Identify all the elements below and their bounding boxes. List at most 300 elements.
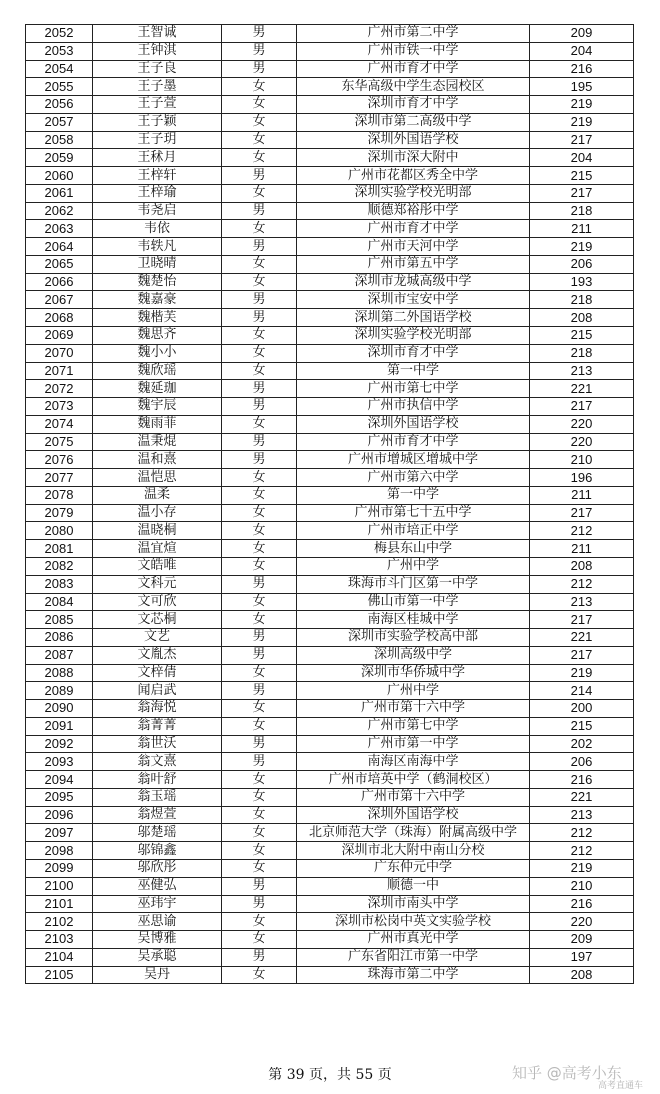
name-cell: 卫晓晴 [93, 255, 222, 273]
gender-cell: 男 [222, 877, 297, 895]
score-cell: 218 [530, 291, 634, 309]
student-id-cell: 2071 [26, 362, 93, 380]
table-row [26, 486, 634, 504]
table-row [26, 433, 634, 451]
table-row [26, 913, 634, 931]
name-cell: 温柔 [93, 486, 222, 504]
gender-cell: 男 [222, 380, 297, 398]
table-row [26, 877, 634, 895]
name-cell: 王智诚 [93, 25, 222, 43]
gender-cell: 男 [222, 309, 297, 327]
gender-cell: 女 [222, 966, 297, 984]
table-row [26, 202, 634, 220]
score-cell: 204 [530, 149, 634, 167]
gender-cell: 女 [222, 859, 297, 877]
table-row [26, 682, 634, 700]
student-id-cell: 2079 [26, 504, 93, 522]
school-cell: 顺德一中 [297, 877, 530, 895]
table-row [26, 113, 634, 131]
student-id-cell: 2070 [26, 344, 93, 362]
table-row [26, 398, 634, 416]
student-id-cell: 2068 [26, 309, 93, 327]
table-row [26, 273, 634, 291]
table-row [26, 931, 634, 949]
gender-cell: 女 [222, 913, 297, 931]
name-cell: 温恺思 [93, 469, 222, 487]
school-cell: 深圳市宝安中学 [297, 291, 530, 309]
gender-cell: 男 [222, 629, 297, 647]
score-cell: 204 [530, 42, 634, 60]
score-cell: 212 [530, 575, 634, 593]
name-cell: 魏欣瑶 [93, 362, 222, 380]
student-id-cell: 2085 [26, 611, 93, 629]
student-id-cell: 2089 [26, 682, 93, 700]
name-cell: 王秫月 [93, 149, 222, 167]
name-cell: 翁文熹 [93, 753, 222, 771]
student-id-cell: 2093 [26, 753, 93, 771]
name-cell: 王梓轩 [93, 167, 222, 185]
name-cell: 翁海悦 [93, 700, 222, 718]
name-cell: 翁世沃 [93, 735, 222, 753]
score-cell: 211 [530, 220, 634, 238]
table-row [26, 646, 634, 664]
gender-cell: 男 [222, 398, 297, 416]
student-id-cell: 2056 [26, 96, 93, 114]
gender-cell: 男 [222, 167, 297, 185]
score-cell: 206 [530, 255, 634, 273]
table-row [26, 948, 634, 966]
score-cell: 217 [530, 504, 634, 522]
name-cell: 温晓桐 [93, 522, 222, 540]
watermark: 知乎 @高考小东 [512, 1064, 622, 1082]
student-id-cell: 2062 [26, 202, 93, 220]
gender-cell: 女 [222, 415, 297, 433]
school-cell: 第一中学 [297, 362, 530, 380]
name-cell: 巫健弘 [93, 877, 222, 895]
table-row [26, 717, 634, 735]
name-cell: 邬欣彤 [93, 859, 222, 877]
table-row [26, 842, 634, 860]
table-row [26, 149, 634, 167]
name-cell: 文皓唯 [93, 557, 222, 575]
student-id-cell: 2078 [26, 486, 93, 504]
school-cell: 广州市培正中学 [297, 522, 530, 540]
student-id-cell: 2097 [26, 824, 93, 842]
table-row [26, 380, 634, 398]
gender-cell: 女 [222, 788, 297, 806]
school-cell: 广州市花都区秀全中学 [297, 167, 530, 185]
gender-cell: 男 [222, 948, 297, 966]
school-cell: 广州市第十六中学 [297, 700, 530, 718]
name-cell: 王子玥 [93, 131, 222, 149]
school-cell: 广州市真光中学 [297, 931, 530, 949]
name-cell: 温宜煊 [93, 540, 222, 558]
name-cell: 吴丹 [93, 966, 222, 984]
name-cell: 王子颖 [93, 113, 222, 131]
gender-cell: 女 [222, 842, 297, 860]
gender-cell: 女 [222, 273, 297, 291]
table-row [26, 859, 634, 877]
score-cell: 212 [530, 824, 634, 842]
school-cell: 南海区桂城中学 [297, 611, 530, 629]
score-cell: 217 [530, 131, 634, 149]
student-id-cell: 2098 [26, 842, 93, 860]
gender-cell: 女 [222, 557, 297, 575]
student-id-cell: 2075 [26, 433, 93, 451]
score-cell: 217 [530, 398, 634, 416]
score-cell: 216 [530, 895, 634, 913]
name-cell: 翁玉瑶 [93, 788, 222, 806]
gender-cell: 女 [222, 806, 297, 824]
gender-cell: 男 [222, 451, 297, 469]
table-row [26, 611, 634, 629]
school-cell: 广州市第二中学 [297, 25, 530, 43]
student-id-cell: 2076 [26, 451, 93, 469]
gender-cell: 男 [222, 42, 297, 60]
gender-cell: 男 [222, 646, 297, 664]
table-row [26, 735, 634, 753]
table-row [26, 78, 634, 96]
gender-cell: 男 [222, 735, 297, 753]
name-cell: 文芯桐 [93, 611, 222, 629]
gender-cell: 男 [222, 895, 297, 913]
table-row [26, 25, 634, 43]
gender-cell: 男 [222, 202, 297, 220]
table-row [26, 291, 634, 309]
school-cell: 深圳市南头中学 [297, 895, 530, 913]
name-cell: 魏延珈 [93, 380, 222, 398]
student-id-cell: 2094 [26, 771, 93, 789]
gender-cell: 男 [222, 575, 297, 593]
school-cell: 广州市第七中学 [297, 717, 530, 735]
student-id-cell: 2067 [26, 291, 93, 309]
school-cell: 广州市第一中学 [297, 735, 530, 753]
student-id-cell: 2082 [26, 557, 93, 575]
student-id-cell: 2105 [26, 966, 93, 984]
gender-cell: 女 [222, 717, 297, 735]
name-cell: 魏宇辰 [93, 398, 222, 416]
table-row [26, 344, 634, 362]
gender-cell: 女 [222, 149, 297, 167]
score-cell: 219 [530, 96, 634, 114]
school-cell: 梅县东山中学 [297, 540, 530, 558]
gender-cell: 女 [222, 327, 297, 345]
score-cell: 221 [530, 380, 634, 398]
student-id-cell: 2055 [26, 78, 93, 96]
table-row [26, 966, 634, 984]
name-cell: 吴承聪 [93, 948, 222, 966]
gender-cell: 女 [222, 344, 297, 362]
table-row [26, 540, 634, 558]
score-cell: 218 [530, 344, 634, 362]
name-cell: 王钟淇 [93, 42, 222, 60]
gender-cell: 女 [222, 540, 297, 558]
student-id-cell: 2053 [26, 42, 93, 60]
gender-cell: 女 [222, 255, 297, 273]
name-cell: 魏雨菲 [93, 415, 222, 433]
student-id-cell: 2103 [26, 931, 93, 949]
school-cell: 深圳市松岗中英文实验学校 [297, 913, 530, 931]
gender-cell: 女 [222, 184, 297, 202]
name-cell: 文梓倩 [93, 664, 222, 682]
student-id-cell: 2090 [26, 700, 93, 718]
school-cell: 广州中学 [297, 682, 530, 700]
score-cell: 213 [530, 593, 634, 611]
student-id-cell: 2084 [26, 593, 93, 611]
table-row [26, 522, 634, 540]
name-cell: 魏思齐 [93, 327, 222, 345]
student-id-cell: 2100 [26, 877, 93, 895]
table-row [26, 629, 634, 647]
score-cell: 211 [530, 486, 634, 504]
score-cell: 195 [530, 78, 634, 96]
gender-cell: 女 [222, 469, 297, 487]
table-row [26, 806, 634, 824]
table-row [26, 42, 634, 60]
name-cell: 吴博雅 [93, 931, 222, 949]
gender-cell: 女 [222, 78, 297, 96]
name-cell: 邬锦鑫 [93, 842, 222, 860]
table-row [26, 895, 634, 913]
score-cell: 193 [530, 273, 634, 291]
name-cell: 王梓瑜 [93, 184, 222, 202]
student-id-cell: 2088 [26, 664, 93, 682]
watermark-small: 高考直通车 [598, 1081, 644, 1091]
gender-cell: 女 [222, 931, 297, 949]
student-id-cell: 2069 [26, 327, 93, 345]
name-cell: 文可欣 [93, 593, 222, 611]
school-cell: 广东省阳江市第一中学 [297, 948, 530, 966]
gender-cell: 男 [222, 682, 297, 700]
score-cell: 217 [530, 611, 634, 629]
table-row [26, 788, 634, 806]
table-row [26, 575, 634, 593]
gender-cell: 女 [222, 700, 297, 718]
student-id-cell: 2102 [26, 913, 93, 931]
gender-cell: 男 [222, 753, 297, 771]
school-cell: 广州市第十六中学 [297, 788, 530, 806]
score-cell: 216 [530, 60, 634, 78]
name-cell: 魏小小 [93, 344, 222, 362]
gender-cell: 女 [222, 362, 297, 380]
school-cell: 佛山市第一中学 [297, 593, 530, 611]
table-row [26, 451, 634, 469]
school-cell: 东华高级中学生态园校区 [297, 78, 530, 96]
score-cell: 217 [530, 646, 634, 664]
student-id-cell: 2086 [26, 629, 93, 647]
student-id-cell: 2065 [26, 255, 93, 273]
table-row [26, 327, 634, 345]
score-cell: 210 [530, 877, 634, 895]
student-id-cell: 2081 [26, 540, 93, 558]
table-row [26, 255, 634, 273]
student-id-cell: 2091 [26, 717, 93, 735]
name-cell: 韦依 [93, 220, 222, 238]
school-cell: 深圳市育才中学 [297, 96, 530, 114]
school-cell: 深圳市第二高级中学 [297, 113, 530, 131]
school-cell: 广州市第六中学 [297, 469, 530, 487]
gender-cell: 男 [222, 238, 297, 256]
gender-cell: 女 [222, 522, 297, 540]
gender-cell: 女 [222, 486, 297, 504]
table-row [26, 220, 634, 238]
school-cell: 广州市第五中学 [297, 255, 530, 273]
table-row [26, 504, 634, 522]
gender-cell: 女 [222, 771, 297, 789]
school-cell: 广州中学 [297, 557, 530, 575]
name-cell: 温秉焜 [93, 433, 222, 451]
gender-cell: 男 [222, 291, 297, 309]
table-row [26, 309, 634, 327]
student-id-cell: 2074 [26, 415, 93, 433]
student-id-cell: 2092 [26, 735, 93, 753]
name-cell: 文艺 [93, 629, 222, 647]
school-cell: 广州市天河中学 [297, 238, 530, 256]
score-cell: 212 [530, 842, 634, 860]
table-body [26, 25, 634, 984]
table-row [26, 96, 634, 114]
score-cell: 200 [530, 700, 634, 718]
score-cell: 196 [530, 469, 634, 487]
table-row [26, 131, 634, 149]
school-cell: 广州市育才中学 [297, 220, 530, 238]
table-row [26, 415, 634, 433]
school-cell: 深圳高级中学 [297, 646, 530, 664]
table-row [26, 60, 634, 78]
score-cell: 219 [530, 113, 634, 131]
school-cell: 深圳实验学校光明部 [297, 184, 530, 202]
student-id-cell: 2096 [26, 806, 93, 824]
school-cell: 深圳市华侨城中学 [297, 664, 530, 682]
school-cell: 广东仲元中学 [297, 859, 530, 877]
student-id-cell: 2057 [26, 113, 93, 131]
gender-cell: 女 [222, 96, 297, 114]
score-cell: 220 [530, 433, 634, 451]
student-id-cell: 2059 [26, 149, 93, 167]
score-cell: 219 [530, 859, 634, 877]
score-cell: 208 [530, 966, 634, 984]
table-row [26, 824, 634, 842]
student-id-cell: 2066 [26, 273, 93, 291]
score-cell: 219 [530, 238, 634, 256]
school-cell: 深圳市龙城高级中学 [297, 273, 530, 291]
school-cell: 深圳市北大附中南山分校 [297, 842, 530, 860]
score-cell: 206 [530, 753, 634, 771]
score-cell: 221 [530, 629, 634, 647]
school-cell: 珠海市第二中学 [297, 966, 530, 984]
school-cell: 深圳市深大附中 [297, 149, 530, 167]
name-cell: 闻启武 [93, 682, 222, 700]
school-cell: 南海区南海中学 [297, 753, 530, 771]
score-cell: 209 [530, 931, 634, 949]
student-id-cell: 2095 [26, 788, 93, 806]
score-cell: 221 [530, 788, 634, 806]
school-cell: 珠海市斗门区第一中学 [297, 575, 530, 593]
gender-cell: 女 [222, 131, 297, 149]
score-cell: 213 [530, 806, 634, 824]
table-row [26, 557, 634, 575]
gender-cell: 女 [222, 113, 297, 131]
school-cell: 深圳实验学校光明部 [297, 327, 530, 345]
name-cell: 韦轶凡 [93, 238, 222, 256]
score-cell: 214 [530, 682, 634, 700]
name-cell: 魏楚怡 [93, 273, 222, 291]
name-cell: 翁菁菁 [93, 717, 222, 735]
name-cell: 温小存 [93, 504, 222, 522]
table-row [26, 664, 634, 682]
student-id-cell: 2104 [26, 948, 93, 966]
name-cell: 翁叶舒 [93, 771, 222, 789]
name-cell: 温和熹 [93, 451, 222, 469]
school-cell: 广州市第七十五中学 [297, 504, 530, 522]
school-cell: 广州市育才中学 [297, 60, 530, 78]
name-cell: 巫玮宇 [93, 895, 222, 913]
student-id-cell: 2087 [26, 646, 93, 664]
name-cell: 王子萱 [93, 96, 222, 114]
school-cell: 广州市育才中学 [297, 433, 530, 451]
student-id-cell: 2083 [26, 575, 93, 593]
school-cell: 深圳外国语学校 [297, 131, 530, 149]
school-cell: 深圳外国语学校 [297, 806, 530, 824]
table-row [26, 753, 634, 771]
score-cell: 213 [530, 362, 634, 380]
table-row [26, 700, 634, 718]
table-row [26, 469, 634, 487]
name-cell: 王子墨 [93, 78, 222, 96]
name-cell: 魏楷芙 [93, 309, 222, 327]
name-cell: 王子良 [93, 60, 222, 78]
student-id-cell: 2080 [26, 522, 93, 540]
student-score-table [25, 24, 634, 984]
student-id-cell: 2054 [26, 60, 93, 78]
gender-cell: 男 [222, 25, 297, 43]
score-cell: 218 [530, 202, 634, 220]
score-cell: 220 [530, 415, 634, 433]
gender-cell: 男 [222, 60, 297, 78]
student-id-cell: 2101 [26, 895, 93, 913]
score-cell: 215 [530, 327, 634, 345]
student-id-cell: 2061 [26, 184, 93, 202]
name-cell: 魏嘉豪 [93, 291, 222, 309]
student-id-cell: 2072 [26, 380, 93, 398]
school-cell: 深圳外国语学校 [297, 415, 530, 433]
school-cell: 北京师范大学（珠海）附属高级中学 [297, 824, 530, 842]
gender-cell: 男 [222, 433, 297, 451]
school-cell: 广州市第七中学 [297, 380, 530, 398]
table-row [26, 362, 634, 380]
school-cell: 广州市执信中学 [297, 398, 530, 416]
name-cell: 文胤杰 [93, 646, 222, 664]
school-cell: 广州市铁一中学 [297, 42, 530, 60]
school-cell: 顺德郑裕彤中学 [297, 202, 530, 220]
school-cell: 深圳第二外国语学校 [297, 309, 530, 327]
student-id-cell: 2052 [26, 25, 93, 43]
score-cell: 210 [530, 451, 634, 469]
score-cell: 215 [530, 167, 634, 185]
table-row [26, 167, 634, 185]
school-cell: 广州市增城区增城中学 [297, 451, 530, 469]
score-cell: 220 [530, 913, 634, 931]
school-cell: 第一中学 [297, 486, 530, 504]
student-id-cell: 2058 [26, 131, 93, 149]
score-cell: 217 [530, 184, 634, 202]
table-row [26, 771, 634, 789]
gender-cell: 女 [222, 611, 297, 629]
name-cell: 韦尧启 [93, 202, 222, 220]
gender-cell: 女 [222, 220, 297, 238]
student-id-cell: 2099 [26, 859, 93, 877]
score-cell: 211 [530, 540, 634, 558]
